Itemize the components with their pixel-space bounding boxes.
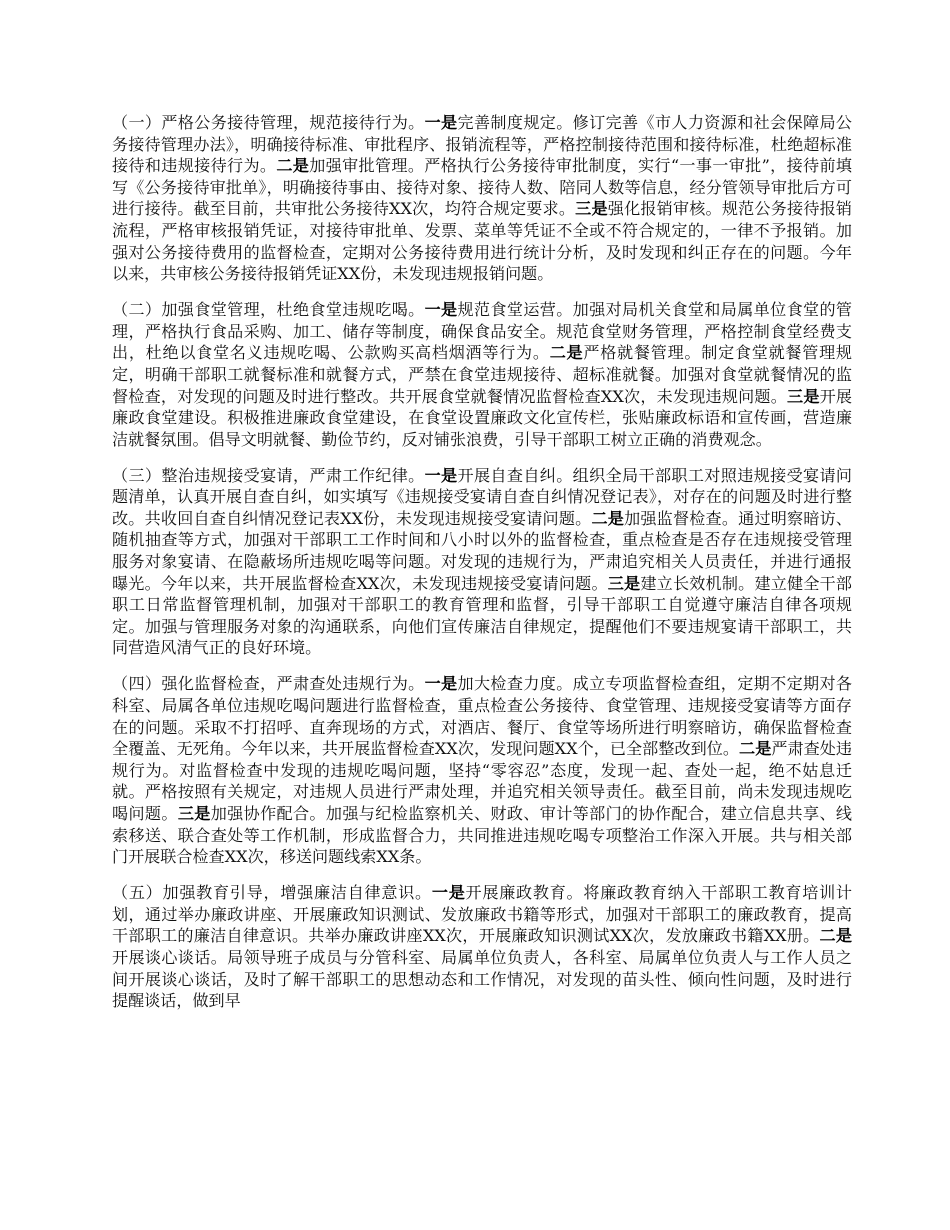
para-4-seg-3: 加大检查力度。成立专项监督检查组，定期不定期对各科室、局属各单位违规吃喝问题进行监督检查，重点检查公务接待、食堂管理、违规接受宴请等方面存在的问题。采取不打招呼、直奔现场的方式，对酒店、餐厅、食堂等场所进行明察暗访，确保监督检查全覆盖、无死角。今年以来，共开展监督检查XX次，发现问题XX个，已全部整改到位。 (112, 674, 853, 759)
para-1-seg-3: 完善制度规定。修订完善《市人力资源和社会保障局公务接待管理办法》，明确接待标准、审批程序、报销流程等，严格控制接待范围和接待标准，杜绝超标准接待和违规接待行为。 (112, 113, 853, 176)
para-1-seg-6-bold: 三是 (575, 199, 608, 219)
para-1-seg-1: （一）严格公务接待管理，规范接待行为。 (112, 113, 425, 132)
para-4-seg-7: 加强协作配合。加强与纪检监察机关、财政、审计等部门的协作配合，建立信息共享、线索移送、联合查处等工作机制，形成监督合力，共同推进违规吃喝专项整治工作深入开展。共与相关部门开展联合检查XX次，移送问题线索XX条。 (112, 803, 853, 867)
para-3-seg-6-bold: 三是 (607, 573, 641, 593)
para-3-seg-7: 建立长效机制。建立健全干部职工日常监督管理机制，加强对干部职工的教育管理和监督，引导干部职工自觉遵守廉洁自律各项规定。加强与管理服务对象的沟通联系，向他们宣传廉洁自律规定，提醒他们不要违规宴请干部职工，共同营造风清气正的良好环境。 (112, 573, 853, 658)
para-5-seg-3: 开展廉政教育。将廉政教育纳入干部职工教育培训计划，通过举办廉政讲座、开展廉政知识测试、发放廉政书籍等形式，加强对干部职工的廉政教育，提高干部职工的廉洁自律意识。共举办廉政讲座XX次，开展廉政知识测试XX次，发放廉政书籍XX册。 (112, 883, 853, 946)
para-3-seg-4-bold: 二是 (591, 508, 625, 528)
para-1-seg-2-bold: 一是 (424, 113, 458, 132)
document-page (112, 112, 852, 1026)
paragraph-2 (112, 299, 852, 450)
para-1-seg-4-bold: 二是 (276, 156, 310, 176)
para-2-seg-4-bold: 二是 (549, 343, 584, 363)
paragraph-4 (112, 673, 852, 867)
para-2-seg-5: 严格就餐管理。制定食堂就餐管理规定，明确干部职工就餐标准和就餐方式，严禁在食堂违规接待、超标准就餐。加强对食堂就餐情况的监督检查，对发现的问题及时进行整改。共开展食堂就餐情况监督检查XX次，未发现违规问题。 (112, 343, 853, 406)
para-1-seg-7: 强化报销审核。规范公务接待报销流程，严格审核报销凭证，对接待审批单、发票、菜单等凭证不全或不符合规定的，一律不予报销。加强对公务接待费用的监督检查，定期对公务接待费用进行统计分析，及时发现和纠正存在的问题。今年以来，共审核公务接待报销凭证XX份，未发现违规报销问题。 (112, 199, 853, 284)
para-3-seg-5: 加强监督检查。通过明察暗访、随机抽查等方式，加强对干部职工工作时间和八小时以外的监督检查，重点检查是否存在违规接受管理服务对象宴请、在隐蔽场所违规吃喝等问题。对发现的违规行为，严肃追究相关人员责任，并进行通报曝光。今年以来，共开展监督检查XX次，未发现违规接受宴请问题。 (112, 508, 853, 593)
para-1-seg-5: 加强审批管理。严格执行公务接待审批制度，实行“一事一审批”，接待前填写《公务接待审批单》，明确接待事由、接待对象、接待人数、陪同人数等信息，经分管领导审批后方可进行接待。截至目前，共审批公务接待XX次，均符合规定要求。 (112, 156, 853, 219)
paragraph-5 (112, 882, 852, 1012)
para-2-seg-3: 规范食堂运营。加强对局机关食堂和局属单位食堂的管理，严格执行食品采购、加工、储存等制度，确保食品安全。规范食堂财务管理，严格控制食堂经费支出，杜绝以食堂名义违规吃喝、公款购买高档烟酒等行为。 (112, 300, 853, 363)
para-4-seg-2-bold: 一是 (424, 674, 458, 694)
para-4-seg-5: 严肃查处违规行为。对监督检查中发现的违规吃喝问题，坚持“零容忍”态度，发现一起、查处一起，绝不姑息迁就。严格按照有关规定，对违规人员进行严肃处理，并追究相关领导责任。截至目前，尚未发现违规吃喝问题。 (112, 739, 853, 823)
para-2-seg-1: （二）加强食堂管理，杜绝食堂违规吃喝。 (112, 300, 425, 320)
para-5-seg-5: 开展谈心谈话。局领导班子成员与分管科室、局属单位负责人，各科室、局属单位负责人与工作人员之间开展谈心谈话，及时了解干部职工的思想动态和工作情况，对发现的苗头性、倾向性问题，及时进行提醒谈话，做到早 (112, 947, 852, 1011)
para-4-seg-4-bold: 二是 (739, 739, 772, 759)
para-4-seg-6-bold: 三是 (177, 803, 211, 823)
para-2-seg-2-bold: 一是 (424, 300, 458, 320)
para-3-seg-1: （三）整治违规接受宴请，严肃工作纪律。 (112, 465, 425, 485)
para-5-seg-1: （五）加强教育引导，增强廉洁自律意识。 (112, 883, 432, 903)
para-5-seg-4-bold: 二是 (819, 926, 852, 946)
para-2-seg-7: 开展廉政食堂建设。积极推进廉政食堂建设，在食堂设置廉政文化宣传栏，张贴廉政标语和宣传画，营造廉洁就餐氛围。倡导文明就餐、勤俭节约，反对铺张浪费，引导干部职工树立正确的消费观念。 (112, 386, 853, 449)
paragraph-3 (112, 465, 852, 659)
para-5-seg-2-bold: 一是 (431, 883, 466, 903)
paragraph-1 (112, 112, 852, 285)
para-3-seg-3: 开展自查自纠。组织全局干部职工对照违规接受宴请问题清单，认真开展自查自纠，如实填写《违规接受宴请自查自纠情况登记表》，对存在的问题及时进行整改。共收回自查自纠情况登记表XX份，未发现违规接受宴请问题。 (112, 465, 853, 528)
para-3-seg-2-bold: 一是 (424, 465, 458, 485)
para-4-seg-1: （四）强化监督检查，严肃查处违规行为。 (112, 674, 425, 694)
para-2-seg-6-bold: 三是 (787, 386, 820, 406)
